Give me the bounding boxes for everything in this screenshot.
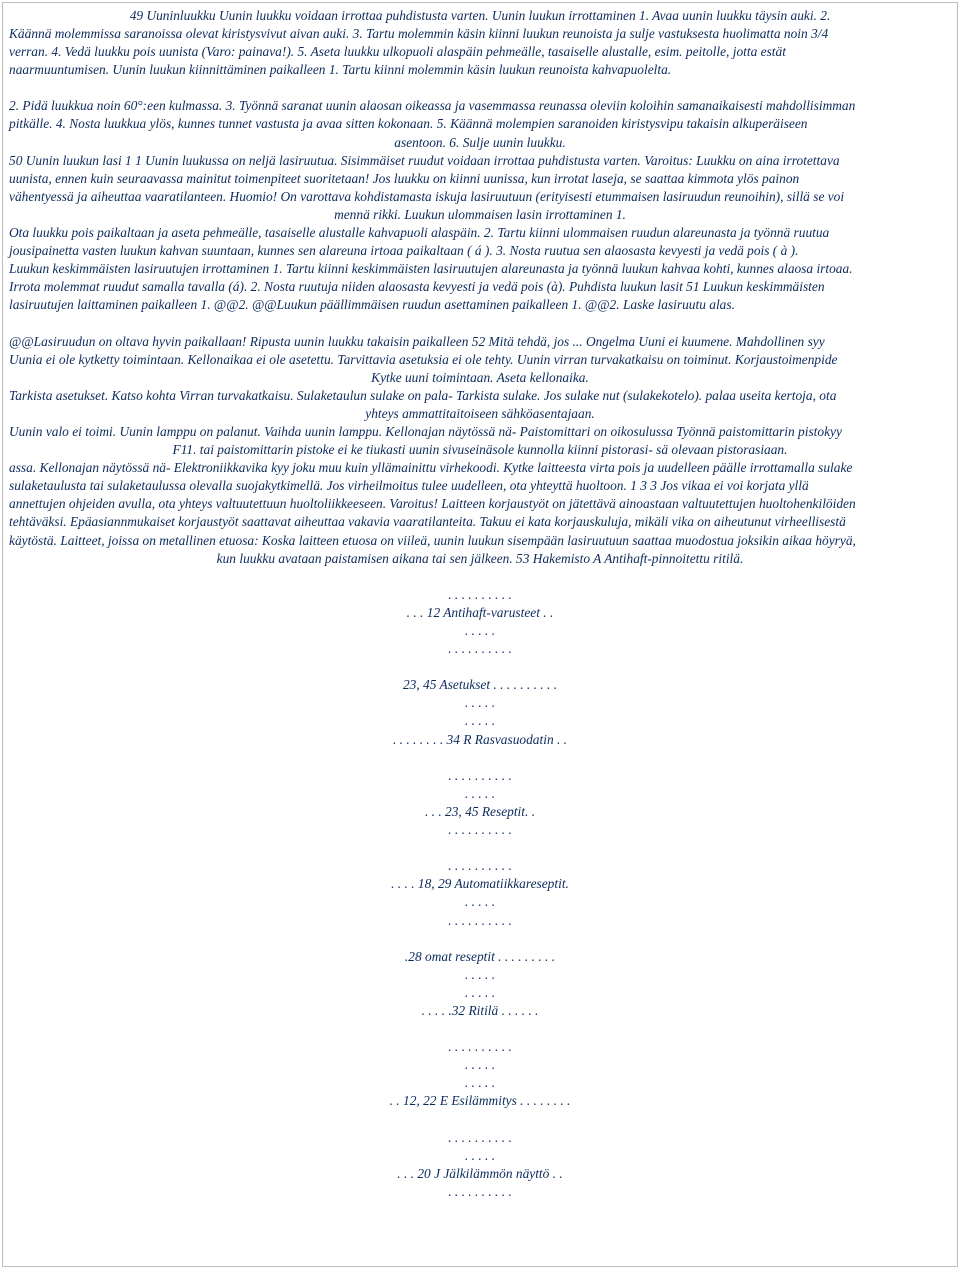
index-entry: . . . . 18, 29 Automatiikkareseptit.	[391, 876, 569, 892]
index-entry: . . . . . . . . . .	[448, 858, 512, 874]
index-entry: . . 12, 22 E Esilämmitys . . . . . . . .	[389, 1093, 571, 1109]
text-line: Uunia ei ole kytketty toimintaan. Kellonaikaa ei ole asetettu. Tarvittavia asetuksia ei ole tehty. Uunin virran turvakatkaisu on toiminut. Korjaustoimenpide	[9, 351, 838, 367]
index-entry: . . . 20 J Jälkilämmön näyttö . .	[397, 1165, 563, 1181]
index-entry: . . . . . . . . . .	[448, 767, 512, 783]
index-entry: . . . . .	[464, 1147, 496, 1163]
document-body	[9, 7, 951, 1201]
text-line: Uunin valo ei toimi. Uunin lamppu on palanut. Vaihda uunin lamppu. Kellonajan näytössä nä- Paistomittari on oikosulussa Työnnä paistomittarin pistokyy	[9, 423, 842, 439]
text-line: mennä rikki. Luukun ulommaisen lasin irrottaminen 1.	[334, 206, 626, 222]
index-entry: . . . . . . . . . .	[448, 586, 512, 602]
index-entry: 23, 45 Asetukset . . . . . . . . . .	[402, 677, 558, 693]
index-list	[9, 568, 951, 1201]
paragraph-gap	[9, 79, 951, 97]
index-entry	[9, 1111, 951, 1129]
text-line: sulaketaulusta tai sulaketaulussa olevalla suojakytkimellä. Jos virheilmoitus tulee uudelleen, ota yhteyttä huoltoon. 1 3 3 Jos vikaa ei voi korjata yllä	[9, 478, 809, 494]
index-entry: . . . . . . . . . .	[448, 912, 512, 928]
index-entry: . . . . . . . . . .	[448, 1129, 512, 1145]
text-line: F11. tai paistomittarin pistoke ei ke tiukasti uunin sivuseinäsole kunnolla kiinni pistorasi- sä olevaan pistorasiaan.	[172, 442, 788, 458]
index-entry: . . . . .	[464, 966, 496, 982]
text-line: käytöstä. Laitteet, joissa on metallinen etuosa: Koska laitteen etuosa on viileä, uunin luukun sisempään lasiruutuun saattaa muodostua joksikin aikaa höyryä,	[9, 532, 856, 548]
text-line: asentoon. 6. Sulje uunin luukku.	[394, 134, 566, 150]
index-entry: .28 omat reseptit . . . . . . . . .	[404, 948, 556, 964]
text-line: 2. Pidä luukkua noin 60°:een kulmassa. 3. Työnnä saranat uunin alaosan oikeassa ja vasemmassa reunassa oleviin koloihin samanaikaisesti mahdollisimman	[9, 98, 856, 114]
index-entry	[9, 930, 951, 948]
index-entry: . . . . .	[464, 695, 496, 711]
text-line: kun luukku avataan paistamisen aikana tai sen jälkeen. 53 Hakemisto A Antihaft-pinnoitettu ritilä.	[216, 550, 744, 566]
text-line: Käännä molemmissa saranoissa olevat kiristysvivut aivan auki. 3. Tartu molemmin käsin kiinni luukun reunoista ja sulje vastuksesta huolimatta noin 3/4	[9, 26, 829, 42]
index-entry: . . . . .	[464, 894, 496, 910]
index-entry	[9, 749, 951, 767]
text-line: yhteys ammattitaitoiseen sähköasentajaan.	[365, 405, 595, 421]
index-entry: . . . . .	[464, 1075, 496, 1091]
index-entry: . . . 23, 45 Reseptit. .	[424, 803, 536, 819]
index-entry	[9, 1020, 951, 1038]
text-line: verran. 4. Vedä luukku pois uunista (Varo: painava!). 5. Aseta luukku ulkopuoli alaspäin pehmeälle, tasaiselle alustalle, esim. peitolle, jotta estät	[9, 44, 786, 60]
text-line: annettujen ohjeiden avulla, ota yhteys valtuutettuun huoltoliikkeeseen. Varoitus! Laitteen korjaustyöt on jätettävä ainoastaan valtuutettujen huoltohenkilöiden	[9, 496, 856, 512]
index-entry: . . . . .32 Ritilä . . . . . .	[421, 1002, 539, 1018]
index-entry	[9, 658, 951, 676]
index-entry: . . . . .	[464, 785, 496, 801]
index-entry: . . . . . . . . . .	[448, 822, 512, 838]
text-line: 50 Uunin luukun lasi 1 1 Uunin luukussa on neljä lasiruutua. Sisimmäiset ruudut voidaan irrottaa puhdistusta varten. Varoitus: Luukku on aina irrotettava	[9, 152, 840, 168]
text-line: 49 Uuninluukku Uunin luukku voidaan irrottaa puhdistusta varten. Uunin luukun irrottaminen 1. Avaa uunin luukku täysin auki. 2.	[129, 8, 831, 23]
text-line: vähentyessä ja aiheuttaa vaaratilanteen. Huomio! On varottava kohdistamasta iskuja lasiruutuun (erityisesti etummaisen lasiruudun reunoihin), sillä se voi	[9, 188, 845, 204]
paragraph-gap	[9, 315, 951, 333]
text-line: uunista, ennen kuin seuraavassa mainitut toimenpiteet suoritetaan! Jos luukku on kiinni uunissa, kun irrotat laseja, se saattaa kimmota ylös painon	[9, 170, 800, 186]
index-entry: . . . . .	[464, 623, 496, 638]
index-entry: . . . . .	[464, 984, 496, 1000]
text-line: naarmuuntumisen. Uunin luukun kiinnittäminen paikalleen 1. Tartu kiinni molemmin käsin luukun reunoista kahvapuolelta.	[9, 62, 672, 78]
index-entry: . . . 12 Antihaft-varusteet . .	[406, 604, 554, 620]
text-line: @@Lasiruudun on oltava hyvin paikallaan! Ripusta uunin luukku takaisin paikalleen 52 Mitä tehdä, jos ... Ongelma Uuni ei kuumene. Mahdollinen syy	[9, 333, 825, 349]
text-line: Tarkista asetukset. Katso kohta Virran turvakatkaisu. Sulaketaulun sulake on pala- Tarkista sulake. Jos sulake nut (sulakekotelo). palaa useita kertoja, ota	[9, 387, 837, 403]
text-line: Luukun keskimmäisten lasiruutujen irrottaminen 1. Tartu kiinni keskimmäisten lasiruutujen alareunasta ja työnnä luukun kahvaa kohti, kunnes alaosa irtoaa.	[9, 261, 853, 277]
index-entry	[9, 568, 951, 586]
index-entry: . . . . .	[464, 713, 496, 729]
index-entry: . . . . . . . . . .	[448, 1039, 512, 1055]
text-line: assa. Kellonajan näytössä nä- Elektroniikkavika kyy joku muu kuin yllämainittu virhekoodi. Kytke laitteesta virta pois ja uudelleen päälle irrottamalla sulake	[9, 460, 853, 476]
document-page	[2, 2, 958, 1267]
text-line: Irrota molemmat ruudut samalla tavalla (á). 2. Nosta ruutuja niiden alaosasta kevyesti ja vedä pois (à). Puhdista luukun lasit 51 Luukun keskimmäisten	[9, 279, 825, 295]
index-entry: . . . . . . . . 34 R Rasvasuodatin . .	[392, 731, 568, 747]
text-line: Ota luukku pois paikaltaan ja aseta pehmeälle, tasaiselle alustalle kahvapuoli alaspäin. 2. Tartu kiinni ulommaisen ruudun alareunasta ja työnnä ruutua	[9, 225, 830, 241]
text-line: Kytke uuni toimintaan. Aseta kellonaika.	[371, 369, 589, 385]
index-entry: . . . . . . . . . .	[448, 641, 512, 657]
index-entry	[9, 839, 951, 857]
index-entry: . . . . . . . . . .	[448, 1183, 512, 1199]
text-line: jousipainetta vasten luukun kahvan suuntaan, kunnes sen alareuna irtoaa paikaltaan ( á ). 3. Nosta ruutua sen alaosasta kevyesti ja vedä pois ( à ).	[9, 243, 799, 259]
text-line: lasiruutujen laittaminen paikalleen 1. @@2. @@Luukun päällimmäisen ruudun asettaminen paikalleen 1. @@2. Laske lasiruutu alas.	[9, 297, 735, 313]
text-line: pitkälle. 4. Nosta luukkua ylös, kunnes tunnet vastusta ja avaa sitten kokonaan. 5. Käännä molempien saranoiden kiristysvipu takaisin alkuperäiseen	[9, 116, 808, 132]
text-line: tehtäväksi. Epäasiannmukaiset korjaustyöt saattavat aiheuttaa vakavia vaaratilanteita. Takuu ei kata korjauskuluja, mikäli vika on aiheutunut virheellisestä	[9, 514, 846, 530]
index-entry: . . . . .	[464, 1057, 496, 1073]
